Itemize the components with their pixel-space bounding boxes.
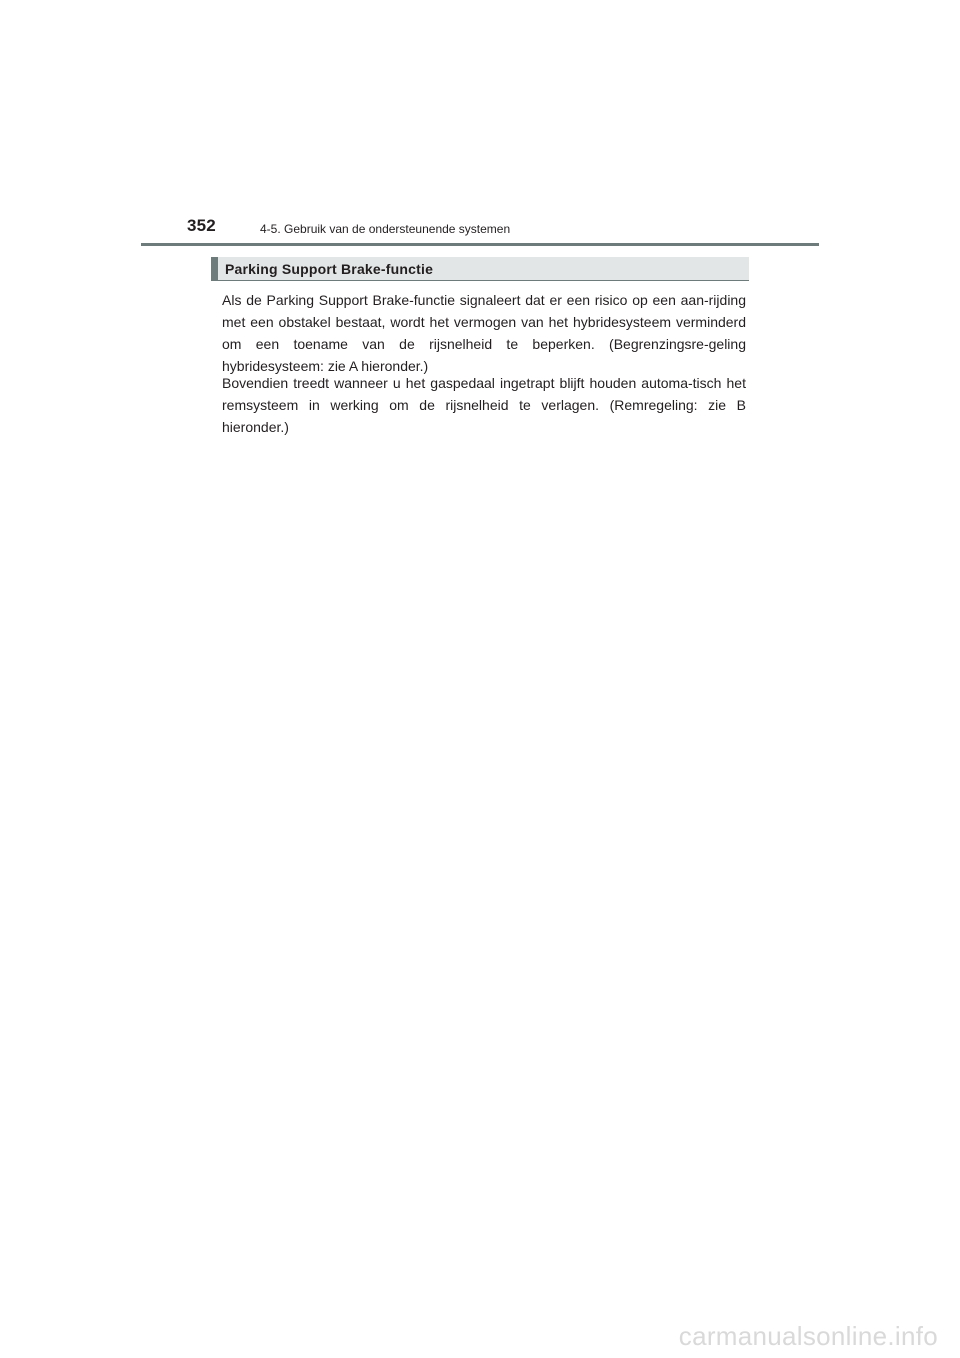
section-heading-underline	[211, 280, 749, 281]
chapter-title: 4-5. Gebruik van de ondersteunende systemen	[260, 222, 511, 236]
watermark: carmanualsonline.info	[678, 1321, 938, 1351]
section-heading	[211, 257, 749, 281]
body-paragraph-2: Bovendien treedt wanneer u het gaspedaal ingetrapt blijft houden automa-tisch het remsysteem in werking om de rijsnelheid te verlagen. (Remregeling: zie B hieronder.)	[222, 375, 746, 435]
page-number: 352	[187, 216, 216, 235]
section-heading-label: Parking Support Brake-functie	[225, 261, 434, 277]
section-heading-marker	[211, 257, 218, 281]
header-divider	[141, 243, 819, 246]
body-paragraph-1: Als de Parking Support Brake-functie signaleert dat er een risico op een aan-rijding met een obstakel bestaat, wordt het vermogen van het hybridesysteem verminderd om een toename van de rijsnelheid te beperken. (Begrenzingsre-geling hybridesysteem: zie A hieronder.)	[222, 292, 746, 374]
